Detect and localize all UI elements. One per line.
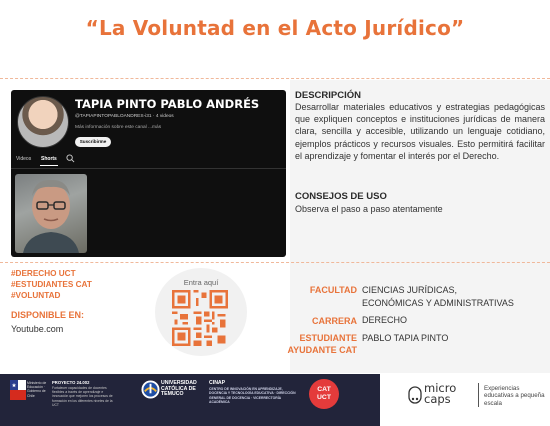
microcaps-line2: caps [424,392,451,406]
hashtag-list [11,268,92,301]
government-logo [10,380,26,400]
available-link[interactable]: Youtube.com [11,324,64,334]
tab-separator [11,168,286,169]
faculty-value-1: CIENCIAS JURÍDICAS, [362,285,458,295]
available-heading: DISPONIBLE EN: [11,310,85,320]
top-divider [0,78,550,79]
youtube-channel-preview[interactable] [11,90,286,257]
channel-more-info[interactable]: Más información sobre este canal ...más [75,125,162,130]
uct-name: UNIVERSIDAD CATÓLICA DE TEMUCO [161,380,197,398]
qr-code-icon[interactable] [172,290,228,346]
microcaps-icon [408,386,422,404]
microcaps-description: Experiencias educativas a pequeña escala [484,385,545,407]
search-icon[interactable] [66,154,75,163]
video-thumbnail[interactable] [15,174,87,253]
channel-avatar [17,96,69,148]
student-label-2: AYUDANTE CAT [287,345,357,355]
footer-divider [478,383,479,407]
cinap-body: CENTRO DE INNOVACIÓN EN APRENDIZAJE, DOCENCIA Y TECNOLOGÍA EDUCATIVA · DIRECCIÓN GENERAL DE DOCENCIA · VICERRECTORÍA ACADÉMICA [209,387,296,404]
channel-name: TAPIA PINTO PABLO ANDRÉS [75,97,260,111]
government-text: Ministerio de Educación · Gobierno de Chile [27,381,47,398]
description-heading: DESCRIPCIÓN [295,90,361,101]
active-tab-indicator [40,165,58,166]
faculty-label: FACULTAD [309,285,357,295]
microcaps-line1: micro [424,381,457,395]
uct-text: UCT [317,393,331,401]
project-body: Fortalecer capacidades de docentes flexibles a través de aprendizaje e innovación que mejoren los procesos de formación en los diferentes niveles de la UCT [52,386,113,407]
cinap-heading: CINAP [209,380,226,386]
microcaps-logo-text [424,383,456,405]
presenter-portrait [15,174,87,253]
hashtag-item[interactable]: #ESTUDIANTES CAT [11,280,92,289]
career-value: DERECHO [362,315,408,325]
tips-heading: CONSEJOS DE USO [295,191,387,202]
student-value: PABLO TAPIA PINTO [362,333,449,343]
project-heading: PROYECTO 24.002 [52,380,90,385]
hashtag-item[interactable]: #DERECHO UCT [11,269,76,278]
page-title: “La Voluntad en el Acto Jurídico” [85,16,465,40]
qr-label: Entra aquí [183,278,219,287]
hashtag-item[interactable]: #VOLUNTAD [11,291,61,300]
description-body: Desarrollar materiales educativos y estrategias pedagógicas que expliquen conceptos e instituciones jurídicas de manera clara, sencilla y accesible, utilizando un lenguaje cotidiano, ejemplos prácticos y recursos visuales. Esto permitirá facilitar el aprendizaje y fomentar el interés por el Derecho. [295,102,545,161]
faculty-value-2: ECONÓMICAS Y ADMINISTRATIVAS [362,298,514,308]
student-label-1: ESTUDIANTE [299,333,357,343]
tips-body: Observa el paso a paso atentamente [295,204,443,214]
cat-text: CAT [317,386,331,393]
uct-logo [141,380,160,399]
tab-shorts[interactable]: Shorts [41,156,57,162]
tab-videos[interactable]: Videos [16,156,32,162]
channel-handle: @TAPIAPINTOPABLOANDRES-i31 · 4 videos [75,114,174,119]
middle-divider [0,262,550,263]
subscribe-button[interactable]: Suscribirme [75,137,111,147]
career-label: CARRERA [312,316,357,326]
cat-uct-logo [309,379,339,409]
